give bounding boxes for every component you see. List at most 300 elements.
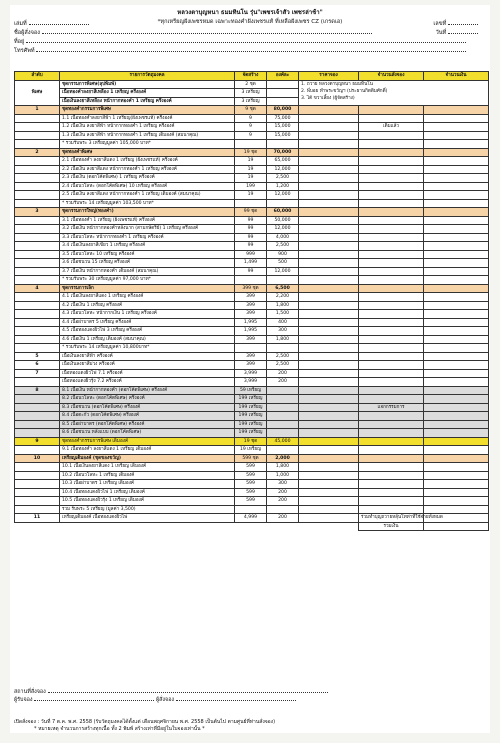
- amount-cell[interactable]: [424, 293, 489, 302]
- made-count: 399: [235, 301, 267, 310]
- row-number: [15, 395, 60, 404]
- book-price-cell[interactable]: [299, 420, 359, 429]
- unit-price: 65,000: [267, 157, 299, 166]
- book-price-cell[interactable]: [299, 131, 359, 140]
- order-qty-cell[interactable]: [359, 378, 424, 387]
- item-name: 1.3 เนื้อเงิน ลงยาสีฟ้า หน้ากากทองคำ 1 เหรียญ เต็มองค์ (สมนาคุณ): [60, 131, 235, 140]
- item-name: 4.6 เนื้อเงิน 1 เหรียญ เต็มองค์ (สมนาคุณ): [60, 335, 235, 344]
- address-field[interactable]: ที่อยู่: [14, 38, 466, 46]
- amount-cell[interactable]: [424, 174, 489, 183]
- order-qty-cell[interactable]: [359, 199, 424, 208]
- amount-cell[interactable]: [424, 123, 489, 132]
- side-note: แจกกรรมการ: [359, 403, 424, 412]
- unit-price: 200: [267, 514, 299, 523]
- form-title: หลวงตาบุญหนา ธมมทินโน รุ่น"เพชรเจ้าสัว เพชรล่าช้า": [177, 9, 323, 16]
- amount-cell[interactable]: [424, 225, 489, 234]
- book-price-cell[interactable]: [299, 148, 359, 157]
- order-qty-cell[interactable]: [359, 250, 424, 259]
- order-qty-cell[interactable]: [359, 369, 424, 378]
- amount-cell[interactable]: [424, 301, 489, 310]
- total-amount-cell[interactable]: [424, 522, 489, 531]
- unit-price: 300: [267, 480, 299, 489]
- amount-cell[interactable]: [424, 335, 489, 344]
- book-number-field[interactable]: เล่มที่: [14, 20, 89, 28]
- amount-cell[interactable]: [424, 157, 489, 166]
- amount-cell[interactable]: [424, 437, 489, 446]
- order-qty-cell[interactable]: [359, 335, 424, 344]
- made-count: [235, 344, 267, 353]
- amount-cell[interactable]: [424, 216, 489, 225]
- amount-cell[interactable]: [424, 403, 489, 412]
- order-qty-cell[interactable]: [359, 386, 424, 395]
- order-qty-cell[interactable]: [359, 454, 424, 463]
- table-row: [15, 284, 489, 293]
- amount-cell[interactable]: [424, 242, 489, 251]
- book-price-cell[interactable]: [299, 250, 359, 259]
- item-name: 3.7 เนื้อเงิน หน้ากากทองคำ เต็มองค์ (สมนาคุณ): [60, 267, 235, 276]
- unit-price: 1,800: [267, 301, 299, 310]
- col-no: ลำดับ: [15, 72, 60, 81]
- row-number: [15, 165, 60, 174]
- order-qty-cell[interactable]: [359, 276, 424, 285]
- unit-price: 200: [267, 378, 299, 387]
- book-price-cell[interactable]: [299, 378, 359, 387]
- row-number: [15, 310, 60, 319]
- unit-price: 300: [267, 327, 299, 336]
- table-row: [15, 242, 489, 251]
- receiver-field[interactable]: ผู้รับจอง ผู้สั่งจอง: [14, 696, 328, 704]
- amount-cell[interactable]: [424, 488, 489, 497]
- amount-cell[interactable]: [424, 412, 489, 421]
- order-qty-cell[interactable]: [359, 242, 424, 251]
- order-place-field[interactable]: สถานที่สั่งจอง: [14, 688, 328, 696]
- table-row: [15, 174, 489, 183]
- book-price-cell[interactable]: [299, 225, 359, 234]
- order-qty-cell[interactable]: [359, 157, 424, 166]
- amount-cell[interactable]: [424, 420, 489, 429]
- book-price-cell[interactable]: [299, 293, 359, 302]
- book-price-cell[interactable]: [299, 140, 359, 149]
- item-name: 3.5 เนื้อนวโลหะ 10 เหรียญ ครึ่งองค์: [60, 250, 235, 259]
- item-name: 8.5 เนื้อฝาบาตร (ดอกโค้ดพิเศษ) ครึ่งองค์: [60, 420, 235, 429]
- order-qty-cell[interactable]: [359, 437, 424, 446]
- item-name: 1.1 เนื้อทองคำลงยาสีฟ้า 1 เหรียญ(ฝังเพชรแท้) ครึ่งองค์: [60, 114, 235, 123]
- made-count: [235, 505, 267, 514]
- book-price-cell[interactable]: [299, 437, 359, 446]
- made-count: 4,999: [235, 514, 267, 523]
- item-name: เนื้อทองแดงผิวไฟ 7.1 ครึ่งองค์: [60, 369, 235, 378]
- item-name: 2.2 เนื้อเงิน ลงยาสีแดง หน้ากากทองคำ 1 เหรียญ ครึ่งองค์: [60, 165, 235, 174]
- book-price-cell[interactable]: [299, 488, 359, 497]
- amount-cell[interactable]: [424, 199, 489, 208]
- row-number: [15, 412, 60, 421]
- amount-cell[interactable]: [424, 429, 489, 438]
- order-qty-cell[interactable]: [359, 480, 424, 489]
- order-qty-cell[interactable]: [359, 301, 424, 310]
- row-number: [15, 488, 60, 497]
- order-qty-cell[interactable]: [359, 488, 424, 497]
- special-row-silver: เนื้อเงินลงยาสีเหลือง หน้ากากทองคำ 1 เหรียญ ครึ่งองค์: [60, 97, 235, 106]
- book-price-cell[interactable]: [299, 199, 359, 208]
- row-number: [15, 157, 60, 166]
- order-qty-cell[interactable]: [359, 208, 424, 217]
- side-note: ร่วมทำบุญถวายหลุ้นโทท่าที่ใช้จ่ายทั้งหมด: [359, 514, 424, 523]
- made-count: 599: [235, 488, 267, 497]
- book-price-cell[interactable]: [299, 505, 359, 514]
- row-number: [15, 242, 60, 251]
- row-number: 4: [15, 284, 60, 293]
- amount-cell[interactable]: [424, 310, 489, 319]
- unit-price: 12,000: [267, 267, 299, 276]
- row-number: [15, 471, 60, 480]
- book-price-cell[interactable]: [299, 276, 359, 285]
- unit-price: 12,000: [267, 225, 299, 234]
- amount-cell[interactable]: [424, 344, 489, 353]
- phone-field[interactable]: โทรศัพท์: [14, 47, 466, 55]
- unit-price: 500: [267, 259, 299, 268]
- book-price-cell[interactable]: [299, 429, 359, 438]
- item-name: เนื้อเงินลงยาสีฟ้า ครึ่งองค์: [60, 352, 235, 361]
- book-price-cell[interactable]: [299, 123, 359, 132]
- amount-cell[interactable]: [424, 369, 489, 378]
- book-price-cell[interactable]: [299, 242, 359, 251]
- row-number: 8: [15, 386, 60, 395]
- book-price-cell[interactable]: [299, 412, 359, 421]
- col-book-price: ราคาจอง: [299, 72, 359, 81]
- amount-cell[interactable]: [424, 463, 489, 472]
- date-field[interactable]: วันที่: [436, 29, 478, 37]
- order-qty-cell[interactable]: [359, 233, 424, 242]
- row-number: [15, 497, 60, 506]
- made-count: 399: [235, 310, 267, 319]
- book-price-cell[interactable]: [299, 352, 359, 361]
- book-price-cell[interactable]: [299, 259, 359, 268]
- row-number: [15, 174, 60, 183]
- made-count: 99: [235, 225, 267, 234]
- item-name: 4.2 เนื้อเงิน 1 เหรียญ ครึ่งองค์: [60, 301, 235, 310]
- order-qty-cell[interactable]: [359, 293, 424, 302]
- book-price-cell[interactable]: [299, 403, 359, 412]
- form-subtitle: *ทุกเหรียญฝังเพชรหมด เฉพาะทองคำฝังเพชรแท้ ที่เหลือฝังเพชร CZ (เกรดเอ): [157, 19, 343, 25]
- item-name: รวม รับพระ 5 เหรียญ (มูลค่า 3,500): [60, 505, 235, 514]
- book-price-cell[interactable]: [299, 106, 359, 115]
- row-number: [15, 140, 60, 149]
- made-count: 19: [235, 157, 267, 166]
- made-count: 199 เหรียญ: [235, 395, 267, 404]
- item-name: 2.5 เนื้อเงิน ลงยาสีแดง หน้ากากทองคำ 1 เหรียญ เต็มองค์ (สมนาคุณ): [60, 191, 235, 200]
- unit-price: 45,000: [267, 437, 299, 446]
- table-row: [15, 429, 489, 438]
- book-price-cell[interactable]: [299, 174, 359, 183]
- book-price-cell[interactable]: [299, 216, 359, 225]
- made-count: 99: [235, 242, 267, 251]
- table-row: [15, 259, 489, 268]
- amount-cell[interactable]: [424, 140, 489, 149]
- book-price-cell[interactable]: [299, 463, 359, 472]
- amount-cell[interactable]: [424, 352, 489, 361]
- order-qty-cell[interactable]: [359, 114, 424, 123]
- made-count: 199: [235, 182, 267, 191]
- book-price-cell[interactable]: [299, 395, 359, 404]
- book-price-cell[interactable]: [299, 114, 359, 123]
- amount-cell[interactable]: [424, 497, 489, 506]
- col-made: จัดสร้าง: [235, 72, 267, 81]
- book-price-cell[interactable]: [299, 165, 359, 174]
- order-qty-cell[interactable]: [359, 259, 424, 268]
- amount-cell[interactable]: [424, 454, 489, 463]
- book-price-cell[interactable]: [299, 310, 359, 319]
- table-row: [15, 199, 489, 208]
- table-row: [15, 293, 489, 302]
- book-price-cell[interactable]: [299, 157, 359, 166]
- order-qty-cell[interactable]: [359, 267, 424, 276]
- unit-price: 50,000: [267, 216, 299, 225]
- amount-cell[interactable]: [424, 327, 489, 336]
- item-name: ชุดทองคำพิเศษ: [60, 148, 235, 157]
- amount-cell[interactable]: [424, 284, 489, 293]
- amount-cell[interactable]: [424, 131, 489, 140]
- book-price-cell[interactable]: [299, 318, 359, 327]
- doc-number-field[interactable]: เลขที่: [433, 20, 478, 28]
- book-price-cell[interactable]: [299, 284, 359, 293]
- row-number: 2: [15, 148, 60, 157]
- unit-price: 12,000: [267, 165, 299, 174]
- made-count: 3,999: [235, 369, 267, 378]
- book-price-cell[interactable]: [299, 446, 359, 455]
- unit-price: 15,000: [267, 123, 299, 132]
- table-row: [15, 480, 489, 489]
- order-qty-cell[interactable]: [359, 429, 424, 438]
- order-qty-cell[interactable]: [359, 174, 424, 183]
- col-item: รายการวัตถุมงคล: [60, 72, 235, 81]
- row-number: 10: [15, 454, 60, 463]
- order-qty-cell[interactable]: [359, 318, 424, 327]
- amount-cell[interactable]: [424, 386, 489, 395]
- order-qty-cell[interactable]: [359, 106, 424, 115]
- order-qty-cell[interactable]: [359, 140, 424, 149]
- book-price-cell[interactable]: [299, 514, 359, 523]
- item-name: 10.4 เนื้อทองแดงผิวไฟ 1 เหรียญ เต็มองค์: [60, 488, 235, 497]
- table-row: [15, 148, 489, 157]
- table-row: [15, 437, 489, 446]
- order-table: [14, 71, 489, 531]
- table-row: [15, 378, 489, 387]
- order-qty-cell[interactable]: [359, 284, 424, 293]
- row-number: [15, 250, 60, 259]
- amount-cell[interactable]: [424, 165, 489, 174]
- item-name: * รวมรับพระ 30 เหรียญมูลค่า 97,000 บาท*: [60, 276, 235, 285]
- unit-price: [267, 420, 299, 429]
- amount-cell[interactable]: [424, 276, 489, 285]
- row-number: [15, 446, 60, 455]
- book-price-cell[interactable]: [299, 471, 359, 480]
- book-price-cell[interactable]: [299, 344, 359, 353]
- amount-cell[interactable]: [424, 191, 489, 200]
- made-count: 99: [235, 267, 267, 276]
- row-number: [15, 216, 60, 225]
- made-count: 99: [235, 216, 267, 225]
- total-label: รวมเงิน: [359, 522, 424, 531]
- book-price-cell[interactable]: [299, 233, 359, 242]
- order-qty-cell[interactable]: [359, 505, 424, 514]
- book-price-cell[interactable]: [299, 208, 359, 217]
- amount-cell[interactable]: [424, 148, 489, 157]
- item-name: 8.1 เนื้อเงิน หน้ากากทองคำ (ดอกโค้ดพิเศษ) ครึ่งองค์: [60, 386, 235, 395]
- amount-cell[interactable]: [424, 182, 489, 191]
- unit-price: [267, 505, 299, 514]
- special-row-title: ชุดกรรมการพิเศษ(ลุปพิมพ์): [60, 80, 235, 89]
- table-row: [15, 140, 489, 149]
- amount-cell[interactable]: [424, 361, 489, 370]
- order-qty-cell[interactable]: [359, 361, 424, 370]
- row-number: [15, 327, 60, 336]
- table-row: [15, 420, 489, 429]
- order-qty-cell[interactable]: [359, 446, 424, 455]
- amount-cell[interactable]: [424, 395, 489, 404]
- book-price-cell[interactable]: [299, 497, 359, 506]
- made-count: 19: [235, 174, 267, 183]
- made-count: 199 เหรียญ: [235, 412, 267, 421]
- order-qty-cell[interactable]: [359, 131, 424, 140]
- order-qty-cell[interactable]: [359, 216, 424, 225]
- made-count: [235, 199, 267, 208]
- unit-price: 2,500: [267, 361, 299, 370]
- book-price-cell[interactable]: [299, 191, 359, 200]
- item-name: 3.2 เนื้อเงิน หน้ากากทองคำหลังนาก (สามกษัตริย์) 1 เหรียญ ครึ่งองค์: [60, 225, 235, 234]
- made-count: 399: [235, 293, 267, 302]
- unit-price: 2,200: [267, 293, 299, 302]
- amount-cell[interactable]: [424, 378, 489, 387]
- made-count: 1,995: [235, 318, 267, 327]
- made-count: 399: [235, 352, 267, 361]
- order-qty-cell[interactable]: [359, 463, 424, 472]
- order-qty-cell[interactable]: [359, 420, 424, 429]
- made-count: 9: [235, 131, 267, 140]
- table-row: [15, 488, 489, 497]
- order-qty-cell[interactable]: [359, 327, 424, 336]
- book-price-cell[interactable]: [299, 182, 359, 191]
- customer-name-field[interactable]: ชื่อผู้สั่งจอง: [14, 29, 372, 37]
- row-number: [15, 259, 60, 268]
- order-qty-cell[interactable]: [359, 225, 424, 234]
- made-count: 399: [235, 335, 267, 344]
- amount-cell[interactable]: [424, 208, 489, 217]
- made-count: 199 เหรียญ: [235, 403, 267, 412]
- book-price-cell[interactable]: [299, 361, 359, 370]
- amount-cell[interactable]: [424, 106, 489, 115]
- order-qty-cell[interactable]: [359, 148, 424, 157]
- made-count: [235, 276, 267, 285]
- table-row: [15, 514, 489, 523]
- table-row: [15, 352, 489, 361]
- amount-cell[interactable]: [424, 233, 489, 242]
- table-row: [15, 497, 489, 506]
- item-name: 2.3 เนื้อเงิน (ดอกโค้ดพิเศษ) 1 เหรียญ ครึ่งองค์: [60, 174, 235, 183]
- book-price-cell[interactable]: [299, 335, 359, 344]
- item-name: 8.3 เนื้อชนวน (ดอกโค้ดพิเศษ) ครึ่งองค์: [60, 403, 235, 412]
- order-qty-cell[interactable]: [359, 471, 424, 480]
- special-row-gold-qty: 3 เหรียญ: [235, 89, 267, 98]
- book-price-cell[interactable]: [299, 301, 359, 310]
- item-name: 2.1 เนื้อทองคำ ลงยาสีแดง 1 เหรียญ (ฝังเพชรแท้) ครึ่งองค์: [60, 157, 235, 166]
- unit-price: 2,500: [267, 352, 299, 361]
- row-number: [15, 420, 60, 429]
- book-price-cell[interactable]: [299, 369, 359, 378]
- book-price-cell[interactable]: [299, 267, 359, 276]
- unit-price: 2,500: [267, 242, 299, 251]
- unit-price: 2,500: [267, 174, 299, 183]
- row-number: 3: [15, 208, 60, 217]
- amount-cell[interactable]: [424, 505, 489, 514]
- book-price-cell[interactable]: [299, 480, 359, 489]
- item-name: 10.3 เนื้อฝาบาตร 1 เหรียญ เต็มองค์: [60, 480, 235, 489]
- row-number: [15, 429, 60, 438]
- row-number: [15, 131, 60, 140]
- table-row: [15, 131, 489, 140]
- amount-cell[interactable]: [424, 114, 489, 123]
- amount-cell[interactable]: [424, 259, 489, 268]
- amount-cell[interactable]: [424, 446, 489, 455]
- unit-price: [267, 199, 299, 208]
- amount-cell[interactable]: [424, 267, 489, 276]
- unit-price: 1,500: [267, 310, 299, 319]
- row-number: [15, 403, 60, 412]
- table-row: [15, 471, 489, 480]
- table-row: [15, 318, 489, 327]
- order-qty-cell[interactable]: [359, 191, 424, 200]
- order-qty-cell[interactable]: [359, 344, 424, 353]
- unit-price: 1,800: [267, 463, 299, 472]
- form-notes: [14, 719, 486, 734]
- made-count: 599 ชุด: [235, 454, 267, 463]
- made-count: 199 เหรียญ: [235, 420, 267, 429]
- order-qty-cell[interactable]: [359, 395, 424, 404]
- unit-price: 6,500: [267, 284, 299, 293]
- order-qty-cell[interactable]: [359, 182, 424, 191]
- made-count: 399: [235, 361, 267, 370]
- amount-cell[interactable]: [424, 480, 489, 489]
- book-price-cell[interactable]: [299, 386, 359, 395]
- item-name: 8.2 เนื้อนวโลหะ (ดอกโค้ดพิเศษ) ครึ่งองค์: [60, 395, 235, 404]
- amount-cell[interactable]: [424, 471, 489, 480]
- amount-cell[interactable]: [424, 250, 489, 259]
- amount-cell[interactable]: [424, 318, 489, 327]
- order-qty-cell[interactable]: [359, 352, 424, 361]
- row-number: [15, 267, 60, 276]
- col-qty: จำนวนสั่งจอง: [359, 72, 424, 81]
- book-price-cell[interactable]: [299, 454, 359, 463]
- order-qty-cell[interactable]: [359, 412, 424, 421]
- unit-price: [267, 276, 299, 285]
- item-name: 3.6 เนื้อชนวน 15 เหรียญ ครึ่งองค์: [60, 259, 235, 268]
- row-number: [15, 276, 60, 285]
- table-row: [15, 310, 489, 319]
- book-price-cell[interactable]: [299, 327, 359, 336]
- order-qty-cell[interactable]: [359, 310, 424, 319]
- unit-price: [267, 386, 299, 395]
- item-name: 1.2 เนื้อเงิน ลงยาสีฟ้า หน้ากากทองคำ 1 เหรียญ ครึ่งองค์: [60, 123, 235, 132]
- item-name: ชุดทองคำกรรมการพิเศษ: [60, 106, 235, 115]
- row-number: [15, 480, 60, 489]
- item-name: 8.4 เนื้อตะกั่ว (ดอกโค้ดพิเศษ) ครึ่งองค์: [60, 412, 235, 421]
- remark-note: * หมายเหตุ จำนวนการสร้างทุกเนื้อ ทั้ง 2 พิมพ์ สร้างเท่าที่มีอยู่ในใบจองเท่านั้น *: [34, 726, 205, 733]
- special-no: พิเศษ: [15, 80, 60, 106]
- row-number: [15, 123, 60, 132]
- order-qty-cell[interactable]: [359, 497, 424, 506]
- made-count: 19 ชุด: [235, 437, 267, 446]
- order-qty-cell[interactable]: [359, 165, 424, 174]
- item-name: 4.1 เนื้อเงินลงยาสีแดง 1 เหรียญ ครึ่งองค์: [60, 293, 235, 302]
